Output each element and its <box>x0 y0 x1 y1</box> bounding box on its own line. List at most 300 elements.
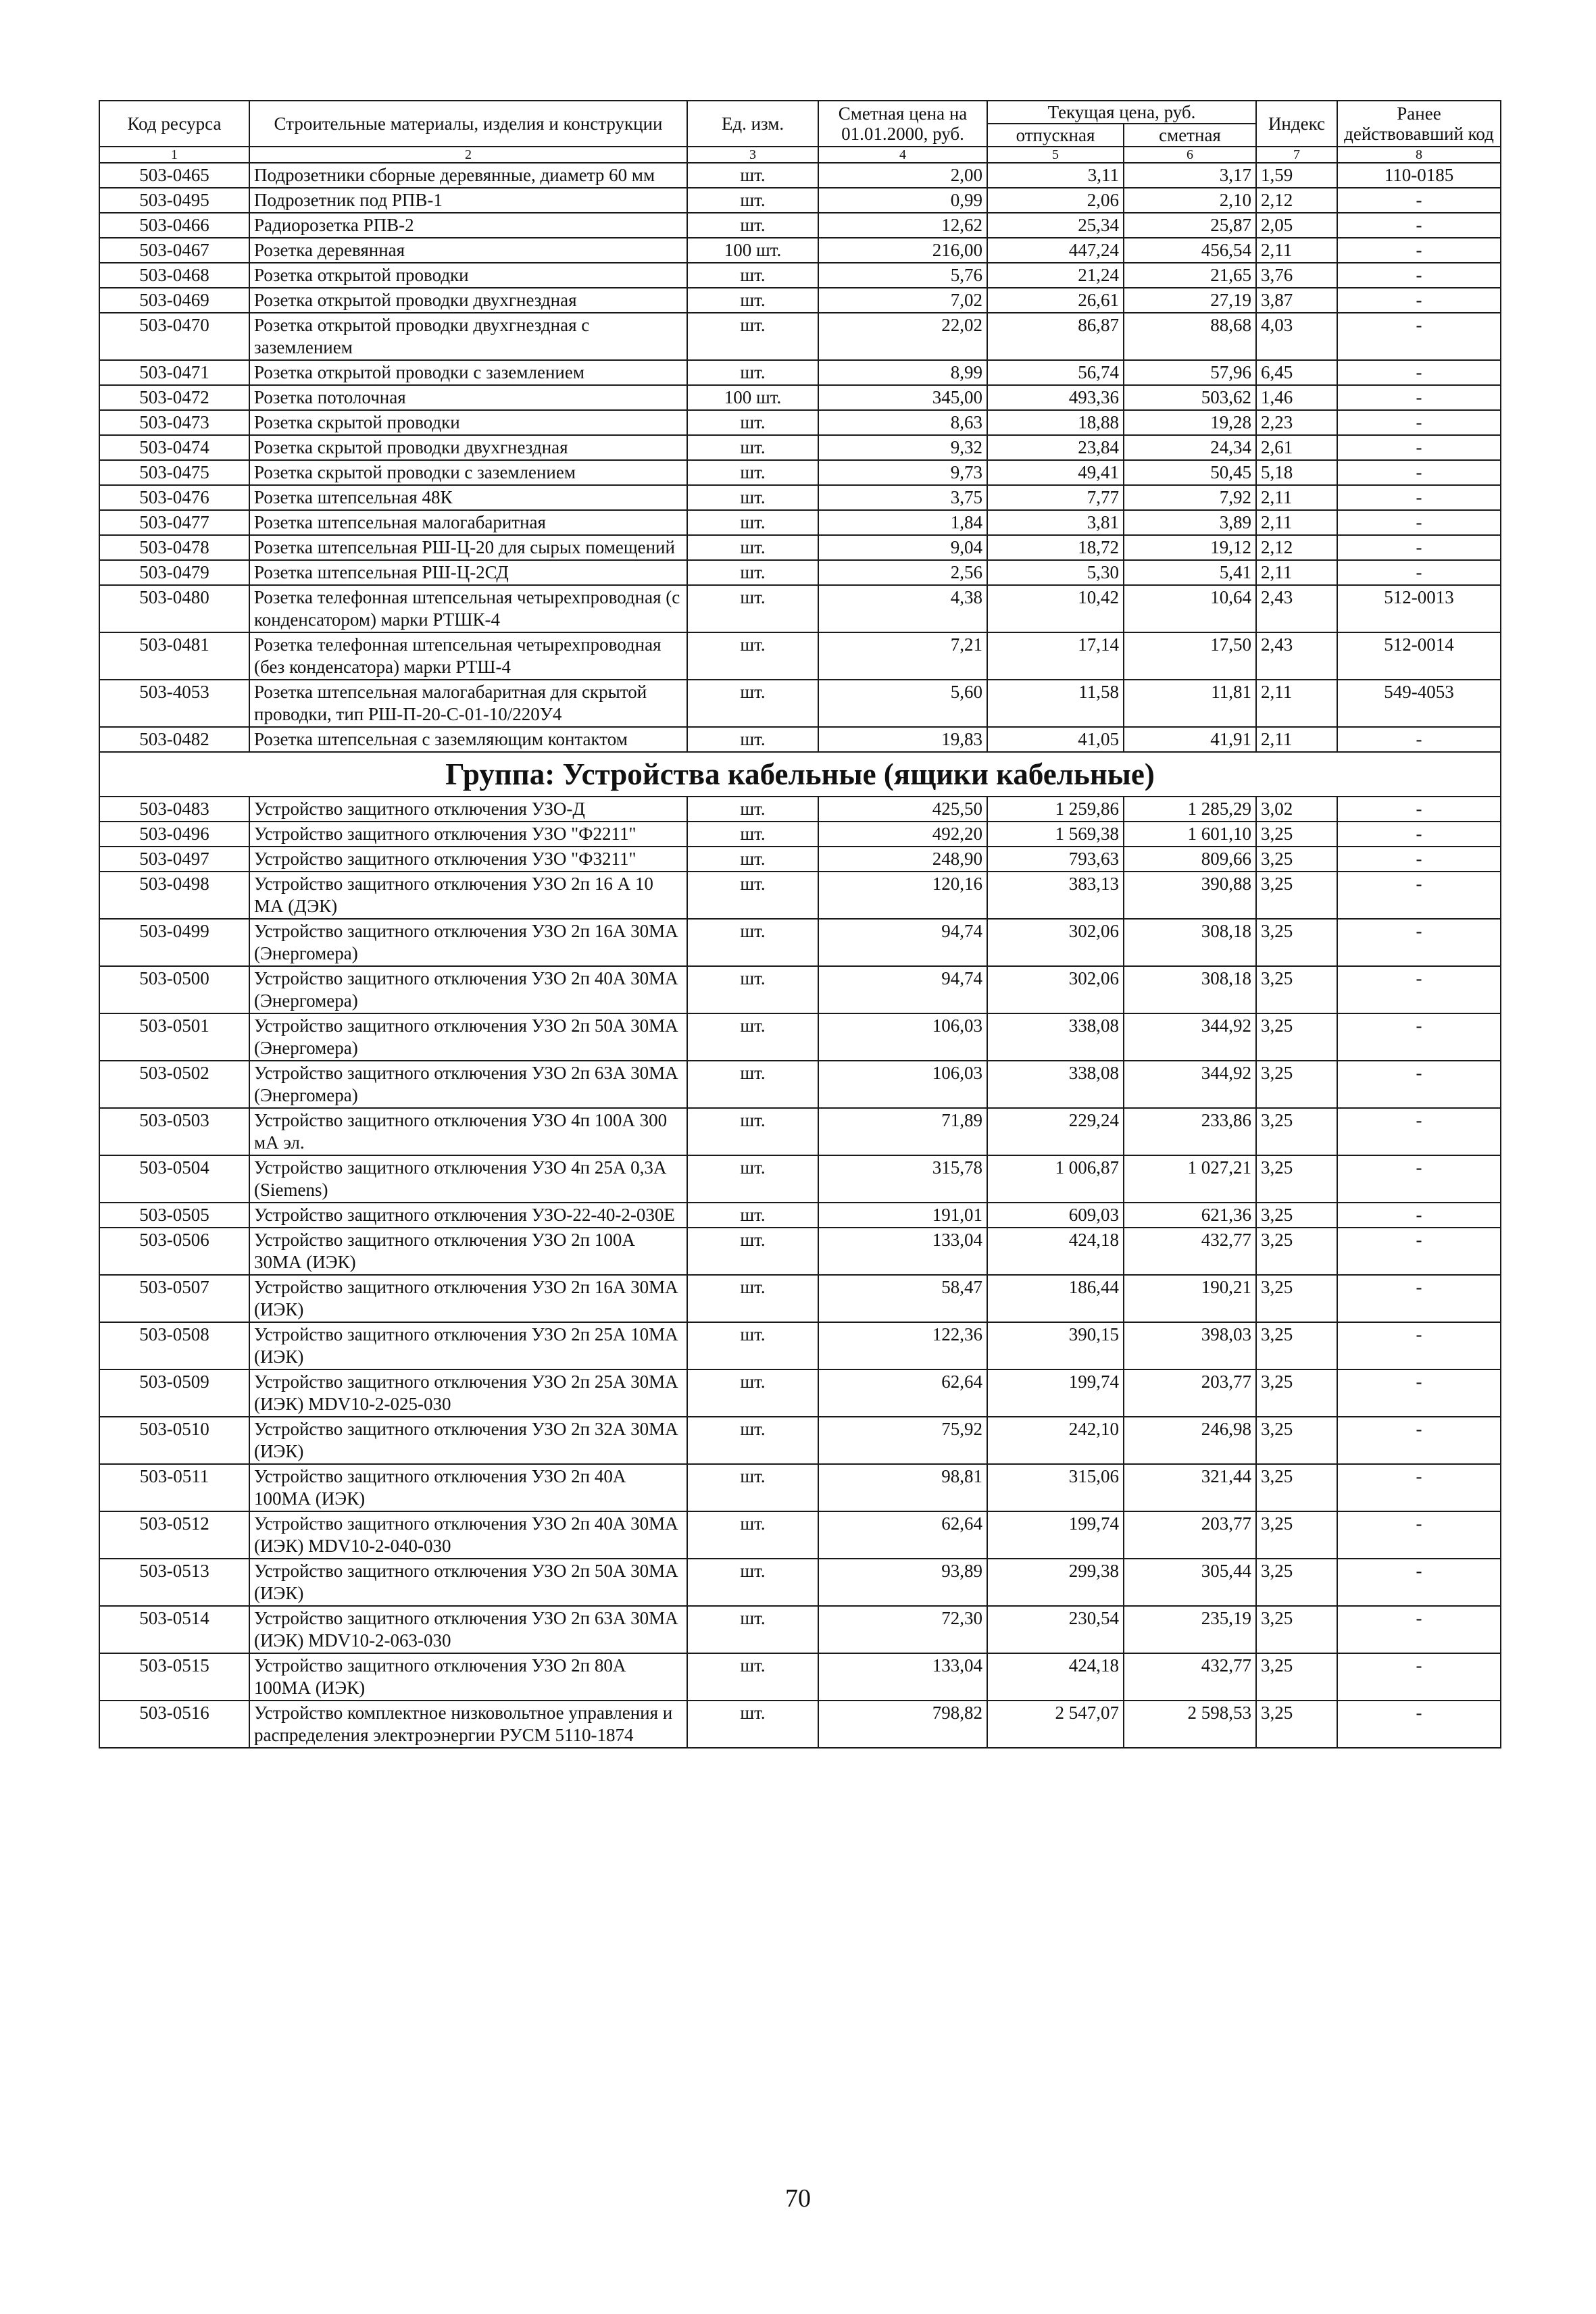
col-number: 6 <box>1124 147 1256 163</box>
resource-code: 503-0475 <box>99 460 249 485</box>
price-index: 3,25 <box>1256 1464 1337 1511</box>
base-price: 492,20 <box>818 822 987 847</box>
previous-code: - <box>1337 1701 1501 1748</box>
material-name: Устройство защитного отключения УЗО-Д <box>249 797 687 822</box>
base-price: 5,60 <box>818 680 987 727</box>
previous-code: - <box>1337 435 1501 460</box>
estimate-price: 11,81 <box>1124 680 1256 727</box>
price-index: 3,25 <box>1256 1322 1337 1369</box>
material-name: Устройство защитного отключения УЗО 2п 50А 30МА (ИЭК) <box>249 1559 687 1606</box>
table-row <box>99 1701 1501 1748</box>
estimate-price: 57,96 <box>1124 360 1256 385</box>
price-index: 3,25 <box>1256 1013 1337 1061</box>
material-name: Устройство защитного отключения УЗО 2п 16А 30МА (Энергомера) <box>249 919 687 966</box>
page-number: 70 <box>785 2184 811 2213</box>
resource-code: 503-0482 <box>99 727 249 752</box>
table-row <box>99 188 1501 213</box>
sale-price: 49,41 <box>987 460 1124 485</box>
estimate-price: 27,19 <box>1124 288 1256 313</box>
price-index: 2,11 <box>1256 727 1337 752</box>
previous-code: - <box>1337 797 1501 822</box>
material-name: Розетка телефонная штепсельная четырехпроводная (с конденсатором) марки РТШК-4 <box>249 585 687 632</box>
price-index: 2,12 <box>1256 535 1337 560</box>
price-index: 3,25 <box>1256 872 1337 919</box>
previous-code: - <box>1337 1013 1501 1061</box>
resource-code: 503-0511 <box>99 1464 249 1511</box>
material-name: Розетка штепсельная с заземляющим контактом <box>249 727 687 752</box>
material-name: Устройство защитного отключения УЗО 4п 100А 300 мА эл. <box>249 1108 687 1155</box>
price-index: 2,43 <box>1256 585 1337 632</box>
base-price: 133,04 <box>818 1653 987 1701</box>
price-index: 3,25 <box>1256 1417 1337 1464</box>
sale-price: 10,42 <box>987 585 1124 632</box>
resource-code: 503-0512 <box>99 1511 249 1559</box>
estimate-price: 432,77 <box>1124 1653 1256 1701</box>
sale-price: 18,72 <box>987 535 1124 560</box>
base-price: 4,38 <box>818 585 987 632</box>
material-name: Устройство защитного отключения УЗО 2п 63А 30МА (ИЭК) MDV10-2-063-030 <box>249 1606 687 1653</box>
previous-code: - <box>1337 1369 1501 1417</box>
material-name: Розетка скрытой проводки с заземлением <box>249 460 687 485</box>
header-name: Строительные материалы, изделия и конструкции <box>249 101 687 147</box>
header-current-price: Текущая цена, руб. <box>987 101 1256 124</box>
base-price: 62,64 <box>818 1511 987 1559</box>
unit: шт. <box>687 1369 818 1417</box>
price-sheet <box>99 100 1500 1749</box>
estimate-price: 7,92 <box>1124 485 1256 510</box>
material-name: Розетка телефонная штепсельная четырехпроводная (без конденсатора) марки РТШ-4 <box>249 632 687 680</box>
table-row <box>99 797 1501 822</box>
unit: шт. <box>687 585 818 632</box>
sale-price: 41,05 <box>987 727 1124 752</box>
sale-price: 5,30 <box>987 560 1124 585</box>
base-price: 216,00 <box>818 238 987 263</box>
unit: шт. <box>687 966 818 1013</box>
resource-code: 503-0506 <box>99 1228 249 1275</box>
table-row <box>99 1275 1501 1322</box>
table-row <box>99 535 1501 560</box>
estimate-price: 190,21 <box>1124 1275 1256 1322</box>
base-price: 3,75 <box>818 485 987 510</box>
sale-price: 299,38 <box>987 1559 1124 1606</box>
resource-code: 503-0467 <box>99 238 249 263</box>
base-price: 5,76 <box>818 263 987 288</box>
price-index: 2,61 <box>1256 435 1337 460</box>
sale-price: 390,15 <box>987 1322 1124 1369</box>
sale-price: 186,44 <box>987 1275 1124 1322</box>
previous-code: - <box>1337 727 1501 752</box>
price-index: 3,25 <box>1256 1653 1337 1701</box>
price-index: 3,25 <box>1256 1275 1337 1322</box>
sale-price: 2,06 <box>987 188 1124 213</box>
sale-price: 338,08 <box>987 1013 1124 1061</box>
base-price: 7,21 <box>818 632 987 680</box>
estimate-price: 809,66 <box>1124 847 1256 872</box>
price-index: 3,25 <box>1256 1061 1337 1108</box>
material-name: Устройство защитного отключения УЗО 2п 100А 30МА (ИЭК) <box>249 1228 687 1275</box>
table-row <box>99 1322 1501 1369</box>
table-row <box>99 410 1501 435</box>
base-price: 133,04 <box>818 1228 987 1275</box>
estimate-price: 321,44 <box>1124 1464 1256 1511</box>
base-price: 9,32 <box>818 435 987 460</box>
material-name: Устройство защитного отключения УЗО 2п 25А 30МА (ИЭК) MDV10-2-025-030 <box>249 1369 687 1417</box>
price-index: 2,43 <box>1256 632 1337 680</box>
estimate-price: 456,54 <box>1124 238 1256 263</box>
sale-price: 7,77 <box>987 485 1124 510</box>
table-row <box>99 1228 1501 1275</box>
estimate-price: 621,36 <box>1124 1203 1256 1228</box>
previous-code: - <box>1337 485 1501 510</box>
estimate-price: 19,28 <box>1124 410 1256 435</box>
table-row <box>99 288 1501 313</box>
unit: шт. <box>687 510 818 535</box>
previous-code: - <box>1337 822 1501 847</box>
previous-code: 549-4053 <box>1337 680 1501 727</box>
previous-code: - <box>1337 535 1501 560</box>
resource-code: 503-0503 <box>99 1108 249 1155</box>
material-name: Устройство комплектное низковольтное управления и распределения электроэнергии РУСМ 5110-1874 <box>249 1701 687 1748</box>
unit: шт. <box>687 1464 818 1511</box>
sale-price: 424,18 <box>987 1653 1124 1701</box>
estimate-price: 308,18 <box>1124 966 1256 1013</box>
previous-code: - <box>1337 313 1501 360</box>
previous-code: - <box>1337 872 1501 919</box>
price-index: 2,12 <box>1256 188 1337 213</box>
price-index: 3,25 <box>1256 1228 1337 1275</box>
price-index: 3,25 <box>1256 1369 1337 1417</box>
price-index: 2,05 <box>1256 213 1337 238</box>
base-price: 425,50 <box>818 797 987 822</box>
material-name: Розетка штепсельная РШ-Ц-20 для сырых помещений <box>249 535 687 560</box>
price-index: 3,25 <box>1256 1108 1337 1155</box>
table-row <box>99 263 1501 288</box>
previous-code: - <box>1337 1322 1501 1369</box>
table-row <box>99 966 1501 1013</box>
unit: шт. <box>687 263 818 288</box>
price-index: 3,25 <box>1256 1155 1337 1203</box>
base-price: 75,92 <box>818 1417 987 1464</box>
unit: шт. <box>687 919 818 966</box>
material-name: Устройство защитного отключения УЗО 2п 16А 30МА (ИЭК) <box>249 1275 687 1322</box>
table-row <box>99 847 1501 872</box>
previous-code: - <box>1337 1511 1501 1559</box>
table-row <box>99 360 1501 385</box>
table-row <box>99 632 1501 680</box>
material-name: Розетка открытой проводки <box>249 263 687 288</box>
previous-code: - <box>1337 1653 1501 1701</box>
price-index: 3,25 <box>1256 1559 1337 1606</box>
table-row <box>99 1013 1501 1061</box>
unit: шт. <box>687 1013 818 1061</box>
previous-code: 110-0185 <box>1337 163 1501 188</box>
material-name: Розетка открытой проводки двухгнездная с заземлением <box>249 313 687 360</box>
previous-code: - <box>1337 1108 1501 1155</box>
base-price: 122,36 <box>818 1322 987 1369</box>
material-name: Устройство защитного отключения УЗО 2п 40А 30МА (Энергомера) <box>249 966 687 1013</box>
base-price: 9,04 <box>818 535 987 560</box>
sale-price: 1 569,38 <box>987 822 1124 847</box>
base-price: 798,82 <box>818 1701 987 1748</box>
base-price: 1,84 <box>818 510 987 535</box>
base-price: 8,99 <box>818 360 987 385</box>
material-name: Устройство защитного отключения УЗО 2п 40А 30МА (ИЭК) MDV10-2-040-030 <box>249 1511 687 1559</box>
resource-code: 503-0470 <box>99 313 249 360</box>
base-price: 120,16 <box>818 872 987 919</box>
material-name: Устройство защитного отключения УЗО "Ф2211" <box>249 822 687 847</box>
previous-code: - <box>1337 213 1501 238</box>
sale-price: 1 006,87 <box>987 1155 1124 1203</box>
previous-code: - <box>1337 1203 1501 1228</box>
material-name: Устройство защитного отключения УЗО-22-40-2-030Е <box>249 1203 687 1228</box>
table-row <box>99 1606 1501 1653</box>
table-row <box>99 485 1501 510</box>
estimate-price: 344,92 <box>1124 1013 1256 1061</box>
table-row <box>99 1653 1501 1701</box>
price-index: 2,23 <box>1256 410 1337 435</box>
unit: шт. <box>687 1606 818 1653</box>
table-row <box>99 1417 1501 1464</box>
sale-price: 302,06 <box>987 919 1124 966</box>
material-name: Розетка деревянная <box>249 238 687 263</box>
table-row <box>99 1108 1501 1155</box>
estimate-price: 1 285,29 <box>1124 797 1256 822</box>
base-price: 7,02 <box>818 288 987 313</box>
resource-code: 503-0483 <box>99 797 249 822</box>
unit: шт. <box>687 560 818 585</box>
header-sale: отпускная <box>987 124 1124 147</box>
unit: шт. <box>687 680 818 727</box>
previous-code: - <box>1337 560 1501 585</box>
base-price: 0,99 <box>818 188 987 213</box>
base-price: 8,63 <box>818 410 987 435</box>
price-index: 5,18 <box>1256 460 1337 485</box>
resource-code: 503-0473 <box>99 410 249 435</box>
unit: шт. <box>687 1203 818 1228</box>
sale-price: 21,24 <box>987 263 1124 288</box>
table-row <box>99 1511 1501 1559</box>
table-row <box>99 238 1501 263</box>
base-price: 191,01 <box>818 1203 987 1228</box>
estimate-price: 246,98 <box>1124 1417 1256 1464</box>
base-price: 12,62 <box>818 213 987 238</box>
header-code: Код ресурса <box>99 101 249 147</box>
price-index: 3,25 <box>1256 1606 1337 1653</box>
price-index: 2,11 <box>1256 485 1337 510</box>
resource-code: 503-0497 <box>99 847 249 872</box>
material-name: Розетка штепсельная РШ-Ц-2СД <box>249 560 687 585</box>
price-index: 3,25 <box>1256 919 1337 966</box>
unit: 100 шт. <box>687 238 818 263</box>
previous-code: - <box>1337 1061 1501 1108</box>
price-index: 2,11 <box>1256 510 1337 535</box>
base-price: 62,64 <box>818 1369 987 1417</box>
sale-price: 383,13 <box>987 872 1124 919</box>
unit: шт. <box>687 822 818 847</box>
table-row <box>99 1559 1501 1606</box>
resource-code: 503-0469 <box>99 288 249 313</box>
unit: шт. <box>687 1701 818 1748</box>
sale-price: 199,74 <box>987 1511 1124 1559</box>
estimate-price: 25,87 <box>1124 213 1256 238</box>
base-price: 22,02 <box>818 313 987 360</box>
price-index: 3,25 <box>1256 1511 1337 1559</box>
resource-code: 503-0508 <box>99 1322 249 1369</box>
base-price: 2,00 <box>818 163 987 188</box>
unit: шт. <box>687 1322 818 1369</box>
material-name: Подрозетники сборные деревянные, диаметр 60 мм <box>249 163 687 188</box>
table-row <box>99 822 1501 847</box>
price-index: 3,25 <box>1256 966 1337 1013</box>
unit: шт. <box>687 1559 818 1606</box>
price-index: 2,11 <box>1256 680 1337 727</box>
col-number: 3 <box>687 147 818 163</box>
previous-code: 512-0014 <box>1337 632 1501 680</box>
unit: шт. <box>687 797 818 822</box>
price-index: 3,76 <box>1256 263 1337 288</box>
header-estimate: сметная <box>1124 124 1256 147</box>
group-body <box>99 797 1501 1748</box>
previous-code: - <box>1337 1606 1501 1653</box>
estimate-price: 1 027,21 <box>1124 1155 1256 1203</box>
unit: шт. <box>687 485 818 510</box>
resource-code: 503-0513 <box>99 1559 249 1606</box>
material-name: Розетка штепсельная 48К <box>249 485 687 510</box>
material-name: Устройство защитного отключения УЗО 2п 32А 30МА (ИЭК) <box>249 1417 687 1464</box>
resource-code: 503-0514 <box>99 1606 249 1653</box>
estimate-price: 2,10 <box>1124 188 1256 213</box>
material-name: Розетка потолочная <box>249 385 687 410</box>
table-row <box>99 1369 1501 1417</box>
resource-code: 503-0495 <box>99 188 249 213</box>
unit: шт. <box>687 213 818 238</box>
col-number: 8 <box>1337 147 1501 163</box>
resource-code: 503-0474 <box>99 435 249 460</box>
unit: шт. <box>687 435 818 460</box>
sale-price: 86,87 <box>987 313 1124 360</box>
table-row <box>99 213 1501 238</box>
previous-code: - <box>1337 1155 1501 1203</box>
sale-price: 424,18 <box>987 1228 1124 1275</box>
unit: шт. <box>687 1653 818 1701</box>
table-row <box>99 872 1501 919</box>
resource-code: 503-0466 <box>99 213 249 238</box>
base-price: 2,56 <box>818 560 987 585</box>
resource-code: 503-0510 <box>99 1417 249 1464</box>
resource-code: 503-0498 <box>99 872 249 919</box>
resource-code: 503-0479 <box>99 560 249 585</box>
estimate-price: 203,77 <box>1124 1369 1256 1417</box>
price-index: 4,03 <box>1256 313 1337 360</box>
material-name: Устройство защитного отключения УЗО 4п 25А 0,3А (Siemens) <box>249 1155 687 1203</box>
previous-code: - <box>1337 360 1501 385</box>
unit: шт. <box>687 1511 818 1559</box>
group-section <box>99 752 1501 797</box>
estimate-price: 233,86 <box>1124 1108 1256 1155</box>
previous-code: - <box>1337 919 1501 966</box>
table-row <box>99 560 1501 585</box>
sale-price: 3,11 <box>987 163 1124 188</box>
table-row <box>99 1203 1501 1228</box>
resource-code: 503-0472 <box>99 385 249 410</box>
sale-price: 315,06 <box>987 1464 1124 1511</box>
group-title: Группа: Устройства кабельные (ящики кабельные) <box>99 752 1501 797</box>
previous-code: - <box>1337 966 1501 1013</box>
sale-price: 18,88 <box>987 410 1124 435</box>
material-name: Устройство защитного отключения УЗО 2п 40А 100МА (ИЭК) <box>249 1464 687 1511</box>
resource-code: 503-0476 <box>99 485 249 510</box>
sale-price: 493,36 <box>987 385 1124 410</box>
previous-code: - <box>1337 460 1501 485</box>
estimate-price: 17,50 <box>1124 632 1256 680</box>
previous-code: - <box>1337 188 1501 213</box>
resource-code: 503-0502 <box>99 1061 249 1108</box>
base-price: 93,89 <box>818 1559 987 1606</box>
estimate-price: 432,77 <box>1124 1228 1256 1275</box>
previous-code: - <box>1337 1228 1501 1275</box>
sale-price: 229,24 <box>987 1108 1124 1155</box>
base-price: 94,74 <box>818 966 987 1013</box>
header-base-price: Сметная цена на 01.01.2000, руб. <box>818 101 987 147</box>
previous-code: - <box>1337 1464 1501 1511</box>
estimate-price: 24,34 <box>1124 435 1256 460</box>
base-price: 315,78 <box>818 1155 987 1203</box>
material-name: Розетка штепсельная малогабаритная <box>249 510 687 535</box>
resource-code: 503-0468 <box>99 263 249 288</box>
sale-price: 23,84 <box>987 435 1124 460</box>
previous-code: - <box>1337 1417 1501 1464</box>
price-index: 1,59 <box>1256 163 1337 188</box>
price-index: 6,45 <box>1256 360 1337 385</box>
unit: шт. <box>687 535 818 560</box>
estimate-price: 10,64 <box>1124 585 1256 632</box>
table-row <box>99 727 1501 752</box>
unit: шт. <box>687 188 818 213</box>
table-header <box>99 101 1501 163</box>
previous-code: - <box>1337 1275 1501 1322</box>
resource-code: 503-0471 <box>99 360 249 385</box>
resource-code: 503-0481 <box>99 632 249 680</box>
resource-code: 503-0480 <box>99 585 249 632</box>
estimate-price: 1 601,10 <box>1124 822 1256 847</box>
base-price: 106,03 <box>818 1061 987 1108</box>
col-number: 4 <box>818 147 987 163</box>
sale-price: 338,08 <box>987 1061 1124 1108</box>
table-row <box>99 510 1501 535</box>
sale-price: 1 259,86 <box>987 797 1124 822</box>
sale-price: 609,03 <box>987 1203 1124 1228</box>
base-price: 98,81 <box>818 1464 987 1511</box>
material-name: Розетка скрытой проводки двухгнездная <box>249 435 687 460</box>
col-number: 5 <box>987 147 1124 163</box>
resource-code: 503-0504 <box>99 1155 249 1203</box>
resource-code: 503-0505 <box>99 1203 249 1228</box>
estimate-price: 21,65 <box>1124 263 1256 288</box>
price-index: 3,25 <box>1256 822 1337 847</box>
base-price: 345,00 <box>818 385 987 410</box>
unit: шт. <box>687 410 818 435</box>
price-index: 3,02 <box>1256 797 1337 822</box>
table-row <box>99 680 1501 727</box>
material-name: Розетка скрытой проводки <box>249 410 687 435</box>
resource-code: 503-0516 <box>99 1701 249 1748</box>
header-prev-code: Ранее действовавший код <box>1337 101 1501 147</box>
resource-code: 503-0507 <box>99 1275 249 1322</box>
sale-price: 17,14 <box>987 632 1124 680</box>
estimate-price: 2 598,53 <box>1124 1701 1256 1748</box>
price-index: 3,25 <box>1256 1701 1337 1748</box>
previous-code: - <box>1337 238 1501 263</box>
